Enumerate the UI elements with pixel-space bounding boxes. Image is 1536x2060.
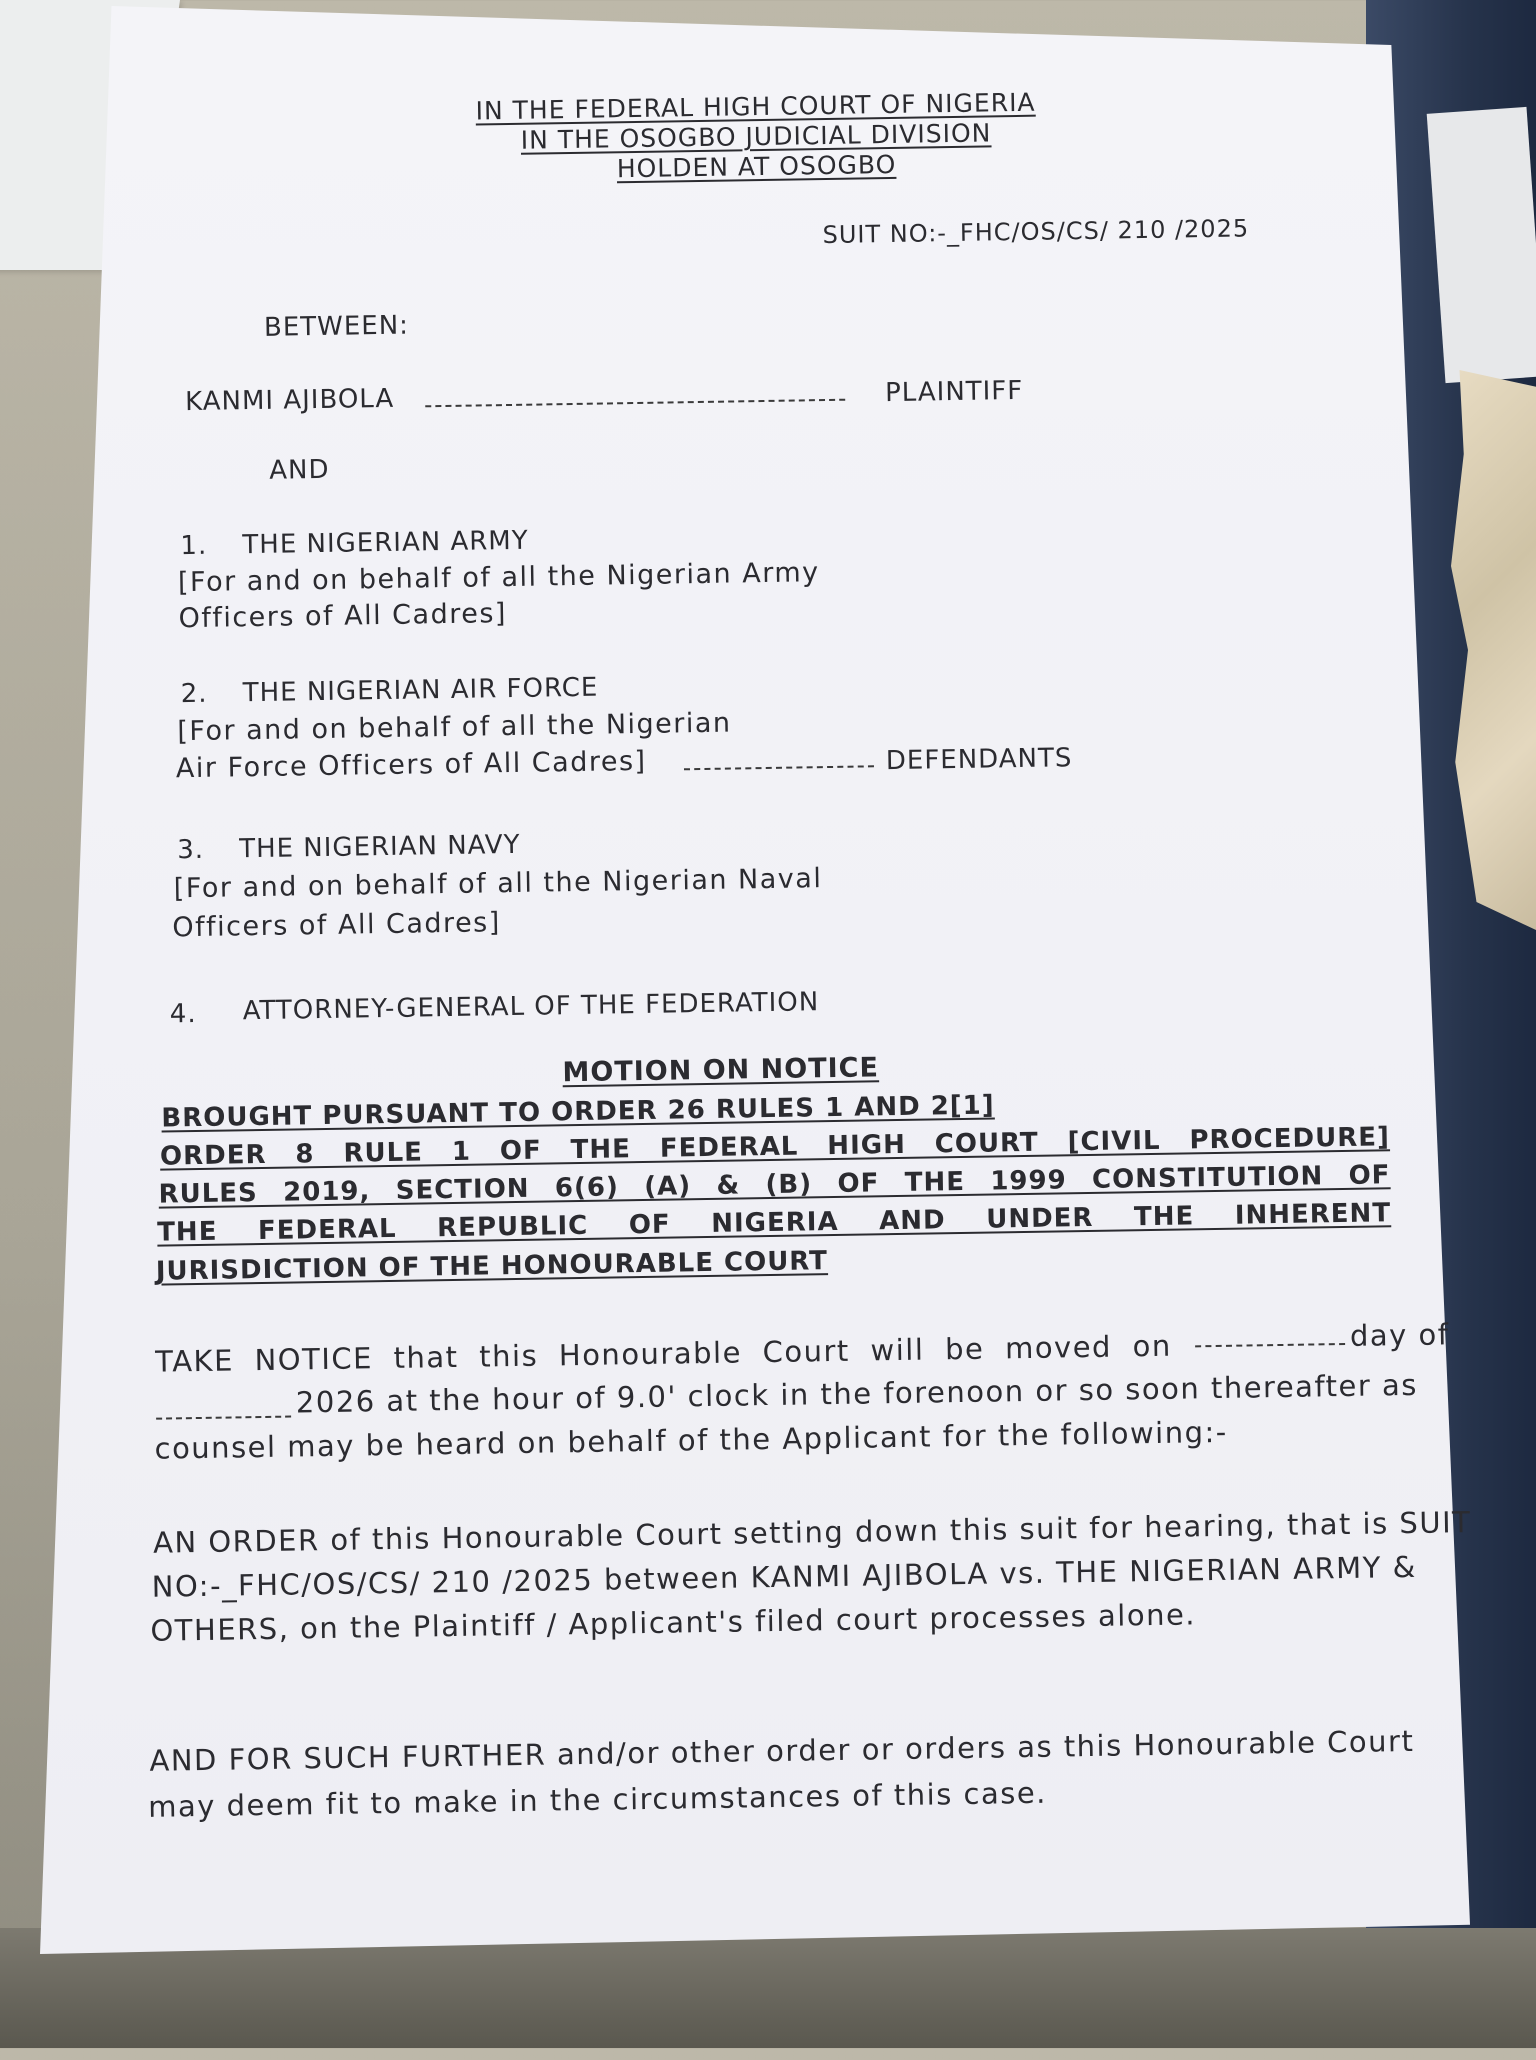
suit-number: SUIT NO:-_FHC/OS/CS/ 210 /2025 [822, 214, 1250, 250]
defendant-2-desc-line1: [For and on behalf of all the Nigerian [177, 707, 732, 748]
and-label: AND [269, 454, 330, 486]
defendants-dash-line [684, 765, 874, 770]
notice-line-3: counsel may be heard on behalf of the Applicant for the following:- [154, 1414, 1228, 1466]
further-line-1: AND FOR SUCH FURTHER and/or other order or orders as this Honourable Court [149, 1723, 1415, 1778]
motion-line-2: ORDER 8 RULE 1 OF THE FEDERAL HIGH COURT [CIVIL PROCEDURE] [159, 1122, 1391, 1172]
defendant-4-name: ATTORNEY-GENERAL OF THE FEDERATION [242, 987, 820, 1027]
defendant-1-name: THE NIGERIAN ARMY [242, 525, 529, 561]
order-line-3: OTHERS, on the Plaintiff / Applicant's filed court processes alone. [150, 1597, 1197, 1648]
defendant-2-number: 2. [180, 678, 208, 710]
motion-line-5: JURISDICTION OF THE HONOURABLE COURT [155, 1246, 829, 1287]
holden-title: HOLDEN AT OSOGBO [616, 149, 897, 184]
defendant-1-desc-line2: Officers of All Cadres] [178, 598, 508, 635]
defendant-1-number: 1. [180, 530, 208, 562]
notice-line-1b: day of [1349, 1317, 1450, 1353]
further-line-2: may deem fit to make in the circumstances of this case. [147, 1775, 1048, 1824]
motion-line-3: RULES 2019, SECTION 6(6) (A) & (B) OF THE 1999 CONSTITUTION OF [158, 1160, 1391, 1210]
defendant-3-desc-line1: [For and on behalf of all the Nigerian Naval [173, 863, 823, 905]
defendant-2-desc-line2: Air Force Officers of All Cadres] [175, 745, 647, 785]
defendants-label: DEFENDANTS [885, 743, 1073, 777]
notice-month-blank [156, 1416, 291, 1420]
defendant-2-name: THE NIGERIAN AIR FORCE [242, 672, 599, 709]
motion-line-4: THE FEDERAL REPUBLIC OF NIGERIA AND UNDER THE INHERENT [156, 1198, 1392, 1248]
plaintiff-name: KANMI AJIBOLA [184, 383, 395, 418]
notice-day-blank [1195, 1343, 1345, 1347]
plaintiff-dash-line [425, 399, 845, 408]
plaintiff-label: PLAINTIFF [884, 375, 1024, 409]
motion-line-1: BROUGHT PURSUANT TO ORDER 26 RULES 1 AND 2[1] [161, 1090, 995, 1134]
order-line-2: NO:-_FHC/OS/CS/ 210 /2025 between KANMI AJIBOLA vs. THE NIGERIAN ARMY & [151, 1549, 1417, 1604]
defendant-3-desc-line2: Officers of All Cadres] [172, 907, 502, 944]
order-line-1: AN ORDER of this Honourable Court setting down this suit for hearing, that is SUIT [152, 1505, 1472, 1560]
notice-line-1a: TAKE NOTICE that this Honourable Court will be moved on [154, 1328, 1173, 1379]
notice-line-2: 2026 at the hour of 9.0' clock in the forenoon or so soon thereafter as [295, 1367, 1419, 1420]
motion-title: MOTION ON NOTICE [562, 1052, 880, 1089]
between-label: BETWEEN: [263, 310, 410, 343]
division-title: IN THE OSOGBO JUDICIAL DIVISION [520, 118, 992, 155]
defendant-1-desc-line1: [For and on behalf of all the Nigerian Army [177, 557, 820, 599]
defendant-4-number: 4. [169, 998, 197, 1030]
defendant-3-name: THE NIGERIAN NAVY [238, 829, 521, 865]
defendant-3-number: 3. [176, 834, 205, 866]
court-title: IN THE FEDERAL HIGH COURT OF NIGERIA [475, 87, 1036, 126]
